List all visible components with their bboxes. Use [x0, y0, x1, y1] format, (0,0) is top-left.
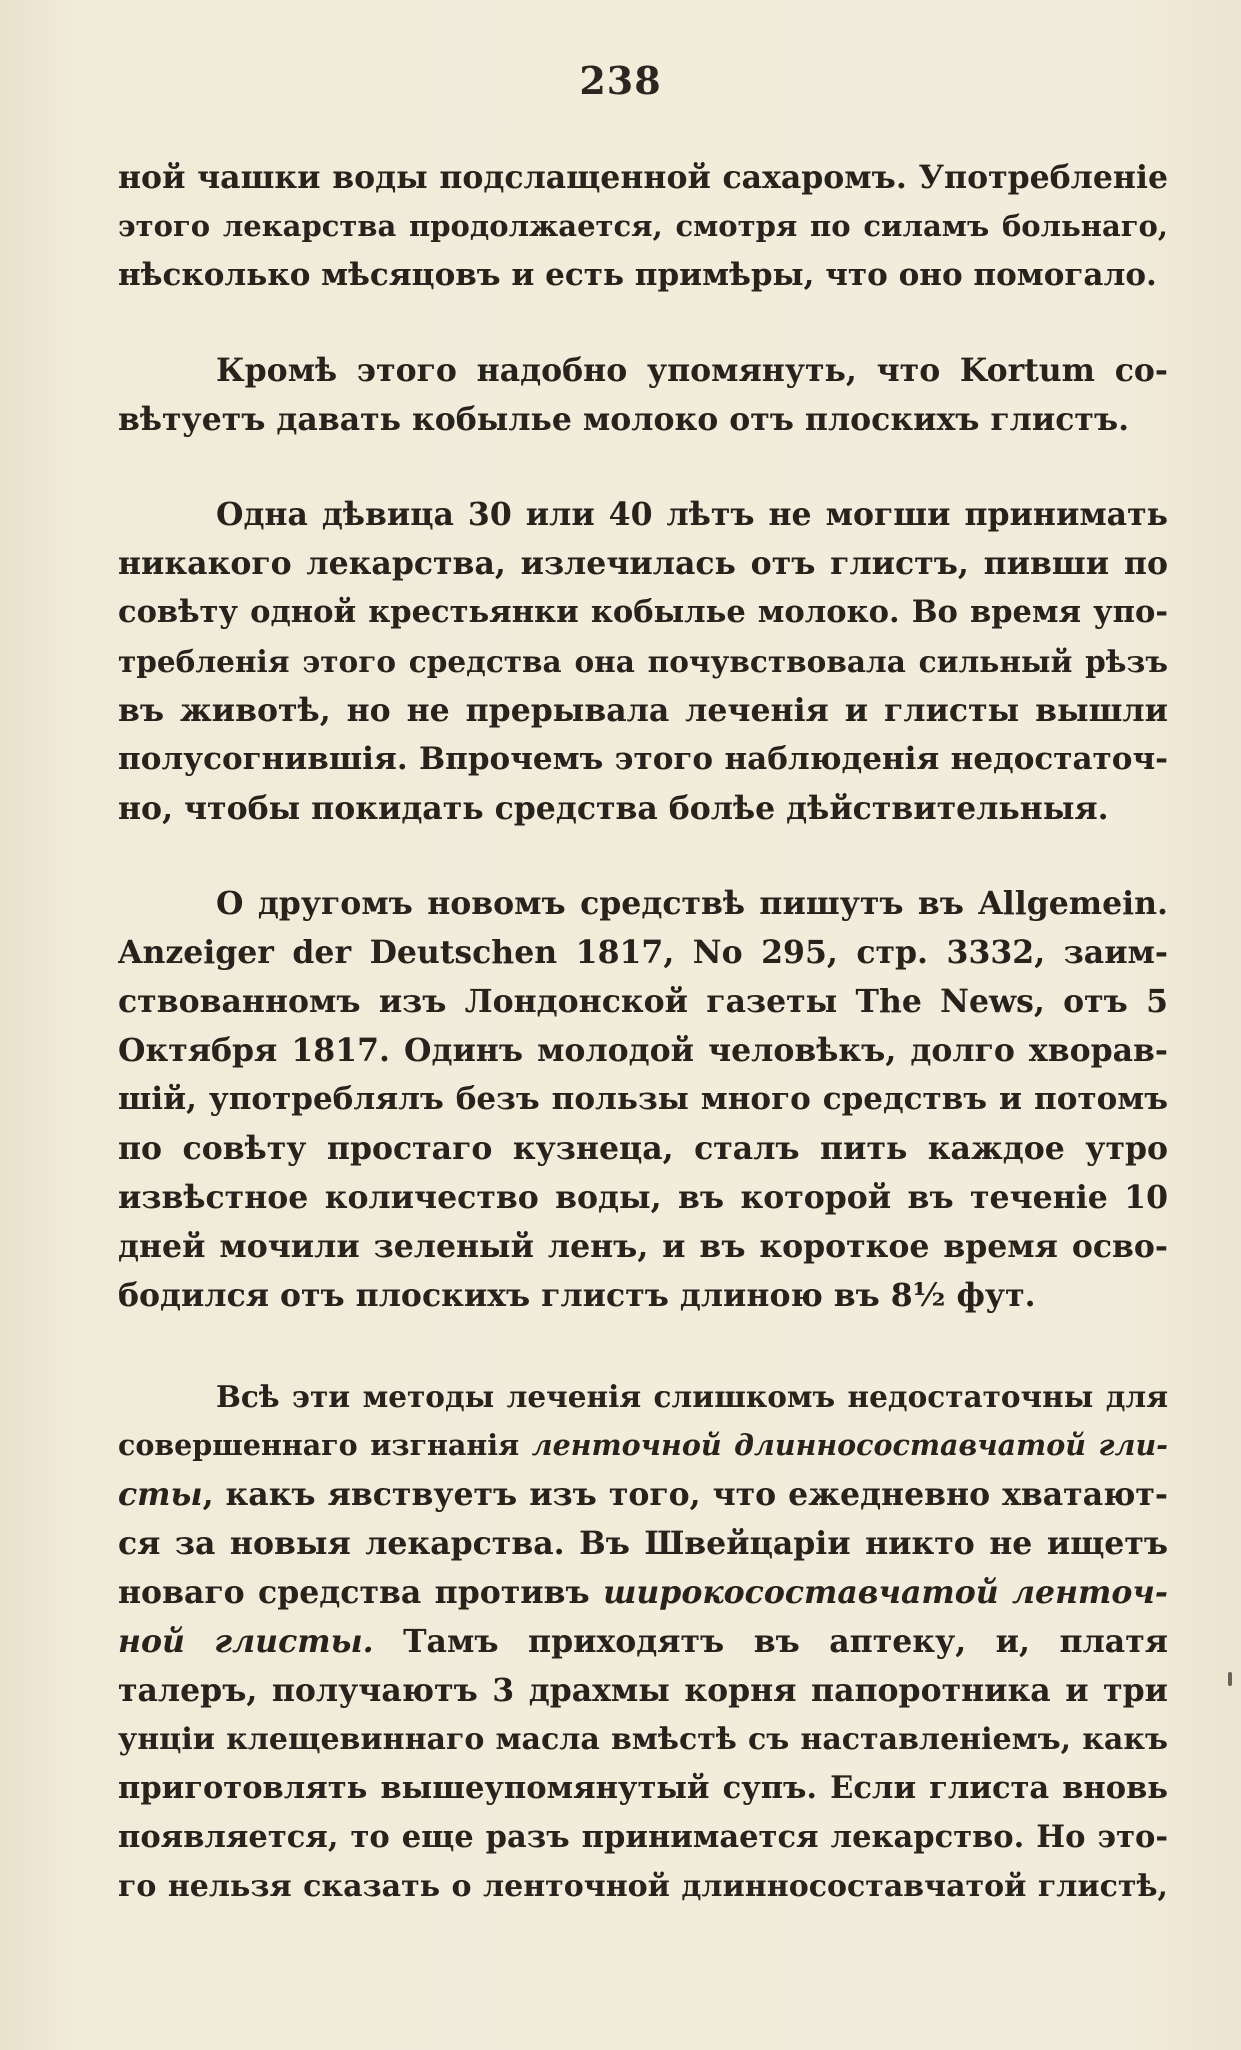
text-line: полусогнившія. Впрочемъ этого наблюденія недостаточ- — [118, 741, 1168, 777]
text-line — [118, 1568, 1168, 1617]
text-line: въ животѣ, но не прерывала леченія и глисты вышли — [118, 692, 1168, 729]
text-line: но, чтобы покидать средства болѣе дѣйствительныя. — [118, 790, 1109, 827]
italic-term: широкосоставчатой ленточ- — [603, 1574, 1168, 1611]
text-line: этого лекарства продолжается, смотря по силамъ больнаго, — [118, 209, 1168, 243]
page-text — [118, 153, 1168, 1911]
text-line: дней мочили зеленый ленъ, и въ короткое время осво- — [118, 1228, 1168, 1265]
text-line: нѣсколько мѣсяцовъ и есть примѣры, что оно помогало. — [118, 257, 1157, 293]
text-line — [118, 1470, 1168, 1519]
text-line: унціи клещевиннаго масла вмѣстѣ съ наставленіемъ, какъ — [118, 1722, 1168, 1757]
paragraph-5 — [118, 1372, 1168, 1911]
text-line: по совѣту простаго кузнеца, сталъ пить каждое утро — [118, 1130, 1168, 1167]
text-line: ствованномъ изъ Лондонской газеты The News, отъ 5 — [118, 983, 1168, 1020]
italic-term: ной глисты. — [118, 1623, 374, 1660]
text-line: ной чашки воды подслащенной сахаромъ. Употребленіе — [118, 159, 1168, 196]
italic-term: ленточной длинносоставчатой гли- — [531, 1428, 1168, 1462]
text-run: Тамъ приходятъ въ аптеку, и, платя — [373, 1623, 1168, 1660]
text-line: бодился отъ плоскихъ глистъ длиною въ 8½ фут. — [118, 1277, 1036, 1314]
text-line — [118, 1617, 1168, 1666]
text-line: требленія этого средства она почувствовала сильный рѣзъ — [118, 644, 1168, 679]
text-line: извѣстное количество воды, въ которой въ теченіе 10 — [118, 1179, 1168, 1216]
paragraph-2 — [118, 346, 1168, 444]
text-line: талеръ, получаютъ 3 драхмы корня папоротника и три — [118, 1672, 1168, 1709]
paragraph-3 — [118, 490, 1168, 833]
text-line: Кромѣ этого надобно упомянуть, что Kortum со- — [216, 352, 1168, 389]
italic-term: сты — [118, 1476, 203, 1513]
text-line: го нельзя сказать о ленточной длинносоставчатой глистѣ, — [118, 1869, 1168, 1904]
text-run: совершеннаго изгнанія — [118, 1428, 532, 1462]
text-line: Октября 1817. Одинъ молодой человѣкъ, долго хворав- — [118, 1032, 1168, 1069]
text-line: приготовлять вышеупомянутый супъ. Если глиста вновь — [118, 1770, 1168, 1806]
text-run: новаго средства противъ — [118, 1574, 604, 1611]
margin-mark — [1228, 1672, 1232, 1686]
paragraph-1 — [118, 153, 1168, 300]
text-line: Anzeiger der Deutschen 1817, No 295, стр. 3332, заим- — [118, 934, 1168, 971]
text-line: вѣтуетъ давать кобылье молоко отъ плоскихъ глистъ. — [118, 401, 1130, 438]
text-run: , какъ явствуетъ изъ того, что ежедневно хватают- — [202, 1476, 1168, 1513]
page-number: 238 — [579, 58, 662, 103]
text-line: Всѣ эти методы леченія слишкомъ недостаточны для — [216, 1379, 1168, 1414]
text-line: шій, употреблялъ безъ пользы много средствъ и потомъ — [118, 1081, 1168, 1117]
text-line: появляется, то еще разъ принимается лекарство. Но это- — [118, 1819, 1168, 1855]
text-line — [118, 1421, 1168, 1470]
text-line: О другомъ новомъ средствѣ пишутъ въ Allgemein. — [216, 885, 1168, 922]
paragraph-4 — [118, 879, 1168, 1320]
text-line: ся за новыя лекарства. Въ Швейцаріи никто не ищетъ — [118, 1525, 1168, 1562]
text-line: совѣту одной крестьянки кобылье молоко. Во время упо- — [118, 594, 1168, 630]
text-line: Одна дѣвица 30 или 40 лѣтъ не могши принимать — [216, 496, 1168, 533]
text-line: никакого лекарства, излечилась отъ глистъ, пивши по — [118, 545, 1168, 582]
